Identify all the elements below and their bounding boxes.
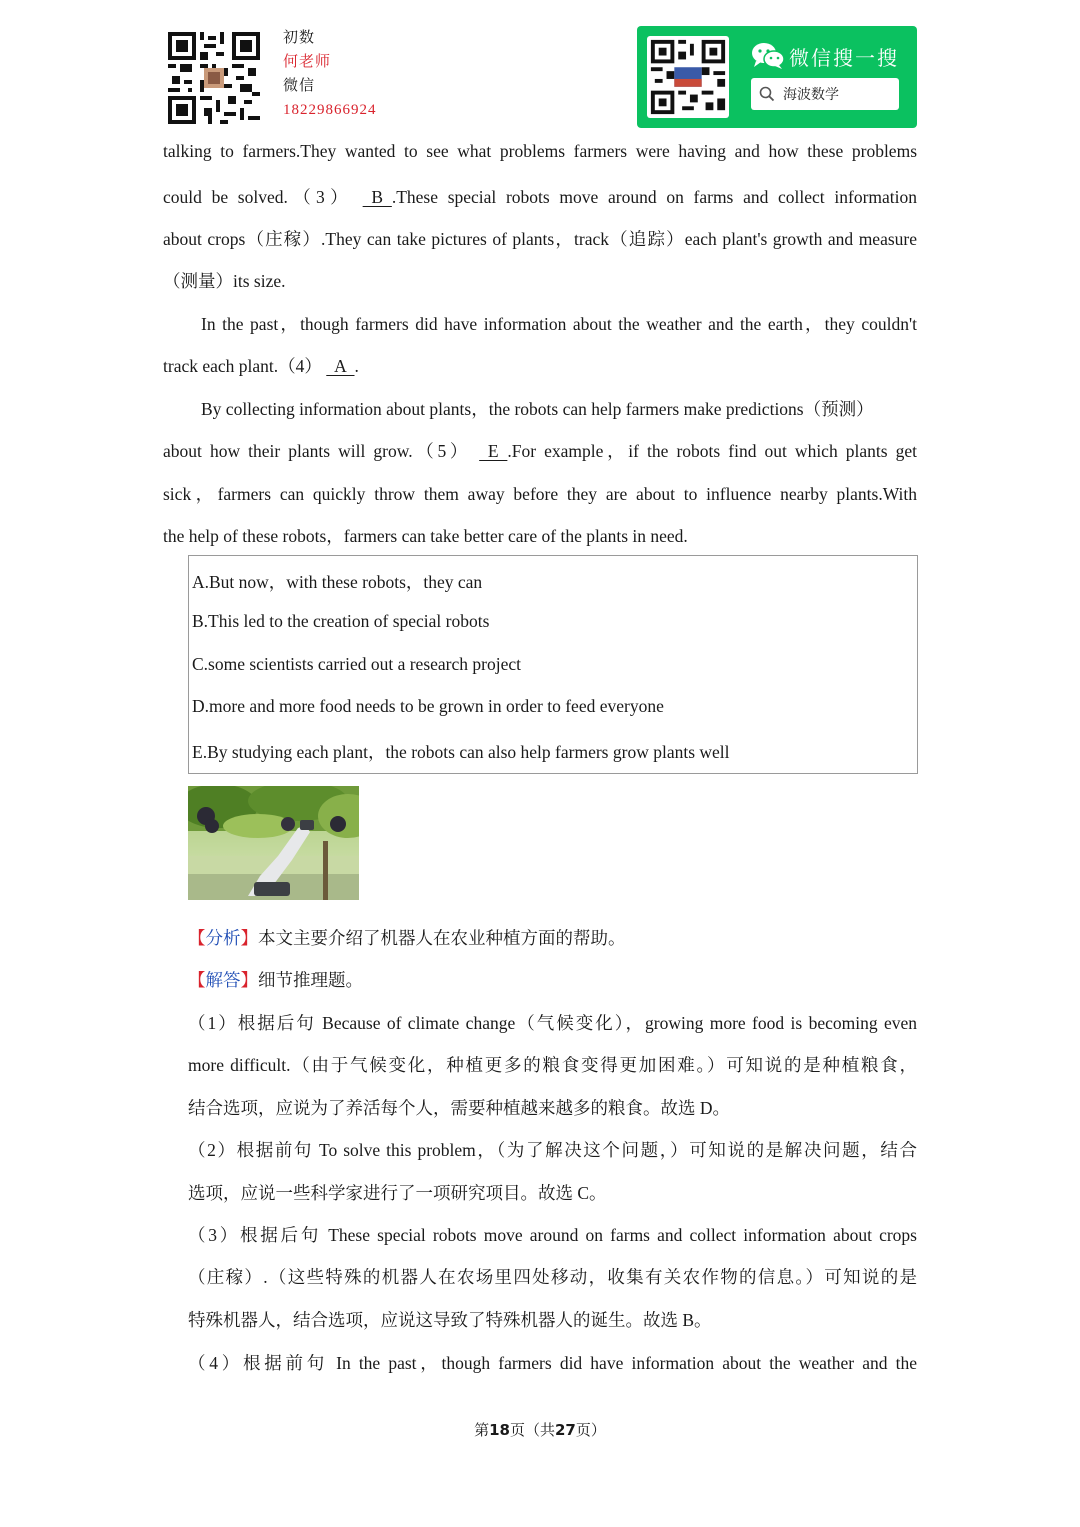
analysis-line (188, 925, 917, 950)
passage-line (163, 438, 917, 463)
passage-line: the help of these robots，farmers can take better care of the plants in need. (163, 526, 688, 546)
footer-prefix: 第 (474, 1421, 490, 1439)
answer-tag: 【解答】 (188, 970, 258, 990)
wechat-search-box[interactable] (751, 78, 899, 110)
passage-text: could be solved.（3） (163, 187, 353, 207)
option-c: C.some scientists carried out a research project (192, 654, 521, 674)
passage-line: By collecting information about plants，the robots can help farmers make predictions（预测） (201, 399, 874, 419)
answer-blank-5: E (479, 441, 508, 461)
wechat-search-banner[interactable] (637, 26, 917, 128)
answer-line (188, 967, 917, 992)
passage-text: .These special robots move around on farms and collect information (391, 187, 917, 207)
contact-line-subject: 初数 (283, 30, 316, 46)
explanation-line: （4）根据前句 In the past，though farmers did have information about the weather and the (188, 1353, 917, 1373)
options-box (188, 555, 918, 774)
contact-line-wechat: 微信 (283, 78, 316, 94)
answer-blank-4: A (326, 356, 355, 376)
explanation-line: （3）根据后句 These special robots move around on farms and collect information about crops (188, 1225, 917, 1245)
answer-blank-3: B (362, 187, 392, 207)
passage-text: about how their plants will grow.（5） (163, 441, 472, 461)
explanation-line: 特殊机器人，结合选项，应说这导致了特殊机器人的诞生。故选 B。 (188, 1310, 712, 1330)
contact-phone: 18229866924 (283, 102, 377, 118)
page-number: 18 (489, 1421, 510, 1439)
explanation-line: （庄稼）.（这些特殊的机器人在农场里四处移动，收集有关农作物的信息。）可知说的是 (188, 1267, 917, 1287)
wechat-search-query: 海波数学 (783, 87, 839, 103)
explanation-line: 选项，应说一些科学家进行了一项研究项目。故选 C。 (188, 1183, 607, 1203)
footer-middle: 页（共 (509, 1421, 555, 1439)
analysis-text: 本文主要介绍了机器人在农业种植方面的帮助。 (258, 928, 626, 948)
passage-line: （测量）its size. (163, 271, 286, 291)
page-footer (0, 1419, 1080, 1440)
footer-suffix: 页） (575, 1421, 606, 1439)
contact-line-teacher: 何老师 (283, 54, 332, 70)
passage-line: sick，farmers can quickly throw them away before they are about to influence nearby plants.With (163, 484, 917, 504)
passage-line (163, 184, 917, 209)
answer-text: 细节推理题。 (258, 970, 363, 990)
wechat-logo-icon (751, 42, 785, 75)
explanation-line: （1）根据后句 Because of climate change（气候变化），growing more food is becoming even (188, 1013, 917, 1033)
passage-line: about crops（庄稼）.They can take pictures of plants，track（追踪）each plant's growth and measure (163, 229, 917, 249)
option-b: B.This led to the creation of special robots (192, 611, 490, 631)
passage-line (163, 353, 917, 378)
option-d: D.more and more food needs to be grown in order to feed everyone (192, 696, 664, 716)
explanation-line: more difficult.（由于气候变化，种植更多的粮食变得更加困难。）可知说的是种植粮食， (188, 1055, 917, 1075)
passage-text: .For example，if the robots find out which plants get (507, 441, 917, 461)
explanation-line: （2）根据前句 To solve this problem，（为了解决这个问题，）可知说的是解决问题，结合 (188, 1140, 917, 1160)
passage-text: . (354, 356, 359, 376)
vineyard-robot-photo (188, 786, 359, 900)
option-e: E.By studying each plant，the robots can also help farmers grow plants well (192, 742, 730, 762)
qr-code-left (168, 32, 260, 124)
wechat-brand-text: 微信搜一搜 (789, 46, 899, 70)
passage-line: In the past，though farmers did have information about the weather and the earth，they couldn't (201, 314, 917, 334)
analysis-tag: 【分析】 (188, 928, 258, 948)
passage-text: track each plant.（4） (163, 356, 322, 376)
option-a: A.But now，with these robots，they can (192, 572, 483, 592)
explanation-line: 结合选项，应说为了养活每个人，需要种植越来越多的粮食。故选 D。 (188, 1098, 731, 1118)
search-icon (759, 86, 775, 107)
contact-info (283, 26, 377, 122)
qr-code-right (647, 36, 729, 118)
page-total: 27 (555, 1421, 576, 1439)
passage-line: talking to farmers.They wanted to see what problems farmers were having and how these problems (163, 141, 917, 161)
